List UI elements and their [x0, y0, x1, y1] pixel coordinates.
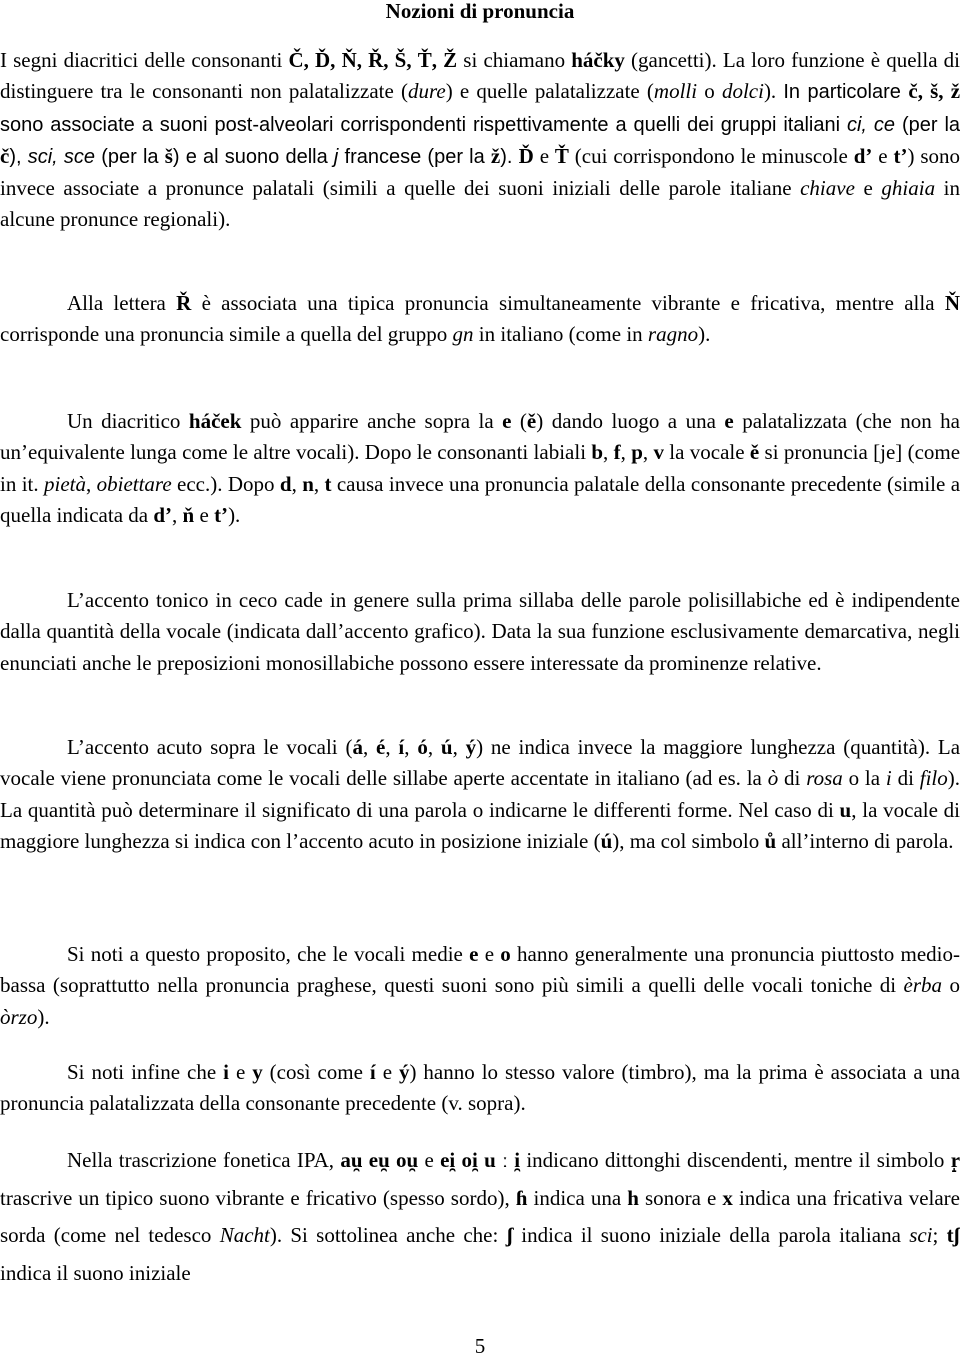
bold-term: é — [376, 735, 386, 759]
text-run: e — [375, 1060, 399, 1084]
bold-term: t’ — [214, 502, 229, 527]
text-run: indica il suono iniziale della parola italiana — [512, 1223, 910, 1247]
text-run: e — [854, 176, 882, 201]
italic-term: j — [333, 145, 339, 168]
bold-term: Č, Ď, Ň, Ř, Š, Ť, Ž — [288, 48, 458, 72]
text-run: I segni diacritici delle consonanti — [0, 48, 289, 72]
italic-term: rosa — [806, 766, 843, 791]
text-run: ). — [500, 145, 519, 168]
bold-term: ý — [398, 1060, 410, 1084]
text-run: , — [362, 735, 377, 759]
text-run: e — [478, 942, 501, 966]
text-run: ). — [763, 79, 784, 104]
bold-term: ň — [182, 502, 195, 527]
text-run: e — [872, 143, 894, 168]
bold-term: u — [839, 797, 852, 822]
italic-term: ragno — [647, 322, 699, 347]
italic-term: dolci — [721, 79, 764, 104]
text-run: , la vocale di maggiore lunghezza si indica con l’accento acuto in posizione iniziale ( — [0, 797, 960, 853]
text-run: Nella trascrizione fonetica IPA, — [67, 1148, 341, 1172]
italic-term: i — [885, 766, 892, 791]
bold-term: ó — [417, 735, 428, 759]
paragraph-accento-tonico: L’accento tonico in ceco cade in genere sulla prima sillaba delle parole polisillabiche ed è indipendente dalla quantità della vocale (indicata dall’accento grafico). Data la sua funzione esclusivamente demarcativa, negli enunciati anche le preposizioni monosillabiche possono essere interessate da prominenze relative. — [0, 588, 960, 675]
text-run: sono associate a suoni post-alveolari corrispondenti rispettivamente a quelli dei gruppi italiani — [0, 113, 847, 136]
text-run: ), ma col simbolo — [612, 828, 765, 853]
text-run: indica una — [527, 1185, 628, 1210]
bold-term: í — [369, 1060, 376, 1084]
bold-term: d — [279, 471, 292, 496]
text-run: ). La quantità può determinare il significato di una parola o indicarne le differenti forme. Nel caso di — [0, 766, 960, 822]
text-run: ) e quelle palatalizzate ( — [445, 79, 654, 104]
paragraph-hacek-e — [0, 406, 960, 531]
ipa-symbol: ɦ — [515, 1185, 528, 1210]
text-run: in italiano (come in — [473, 322, 648, 347]
text-run: ) dando luogo a una — [536, 409, 725, 433]
text-run: Un diacritico — [67, 409, 189, 433]
text-run: o — [697, 79, 722, 104]
text-run: è associata una tipica pronuncia simultaneamente vibrante e fricativa, mentre alla — [191, 291, 945, 315]
paragraph-vocali-medie — [0, 939, 960, 1033]
text-run: Si noti a questo proposito, che le vocali medie — [67, 942, 470, 966]
text-run: ecc.). Dopo — [171, 471, 280, 496]
paragraph-r-n — [0, 288, 960, 351]
bold-term: e — [502, 409, 512, 433]
text-run: causa invece una pronuncia palatale della consonante precedente (simile a quella indicata da — [0, 471, 960, 527]
text-run: ). — [228, 502, 241, 527]
text-run: , — [291, 471, 303, 496]
text-run: ) hanno lo stesso valore (timbro), ma la prima è associata a una pronuncia palatalizzata della consonante precedente (v. sopra). — [0, 1060, 960, 1116]
bold-term: ů — [764, 828, 777, 853]
bold-term: n — [302, 471, 314, 496]
bold-term: ě — [526, 409, 537, 433]
text-run: francese (per la — [338, 145, 491, 168]
text-run: (così come — [262, 1060, 370, 1084]
italic-term: filo — [919, 766, 948, 791]
ipa-symbol: r̝ — [950, 1148, 960, 1172]
bold-term: á — [352, 735, 363, 759]
text-run: ) e al suono della — [172, 145, 334, 168]
italic-term: Nacht — [219, 1223, 270, 1247]
bold-term: Ň — [944, 291, 960, 315]
text-run: palatalizzata (che non ha un’equivalente lunga come le altre vocali). Dopo le consonanti labiali — [0, 409, 960, 465]
bold-term: e — [724, 409, 734, 433]
page-title: Nozioni di pronuncia — [385, 0, 575, 23]
text-run: , — [404, 735, 418, 759]
text-run: si pronuncia [je] (come in it. — [0, 440, 960, 496]
bold-term: ě — [749, 440, 760, 465]
bold-term: Ť — [554, 143, 569, 168]
text-run: , — [642, 440, 654, 465]
text-run: , — [603, 440, 614, 465]
italic-term: sci, sce — [27, 145, 96, 168]
italic-term: obiettare — [96, 471, 172, 496]
bold-term: Ř — [176, 291, 192, 315]
bold-term: ž — [490, 143, 501, 168]
text-run: indica il suono iniziale — [0, 1260, 191, 1285]
ipa-symbol: ʃ — [506, 1223, 513, 1247]
ipa-symbol: tʃ — [946, 1223, 960, 1247]
text-run: Si noti infine che — [67, 1060, 224, 1084]
text-run: può apparire anche sopra la — [241, 409, 503, 433]
italic-term: sci — [909, 1223, 933, 1247]
text-run: L’accento acuto sopra le vocali ( — [67, 735, 353, 759]
text-run: ). — [698, 322, 711, 347]
text-run: e — [228, 1060, 253, 1084]
bold-term: Ď — [518, 143, 534, 168]
text-run: ). Si sottolinea anche che: — [269, 1223, 507, 1247]
text-run: , — [452, 735, 466, 759]
bold-term: d’ — [153, 502, 173, 527]
text-run: (per la — [95, 145, 165, 168]
text-run: e — [194, 502, 215, 527]
text-run: In particolare — [783, 81, 909, 104]
page-number: 5 — [474, 1334, 486, 1358]
bold-term: e — [469, 942, 479, 966]
bold-term: i — [223, 1060, 229, 1084]
italic-term: gn — [452, 322, 474, 347]
italic-term: ci, ce — [846, 113, 896, 136]
italic-term: òrzo — [0, 1004, 38, 1029]
text-run: (gancetti). La loro funzione è quella di distinguere tra le consonanti non palatalizzate ( — [0, 48, 960, 104]
text-run: o — [942, 973, 960, 998]
text-run: sonora e — [638, 1185, 723, 1210]
text-run: si chiamano — [457, 48, 572, 72]
italic-term: ò — [767, 766, 779, 791]
text-run: indica una fricativa velare sorda (come nel tedesco — [0, 1185, 960, 1247]
bold-term: háčky — [571, 48, 625, 72]
italic-term: pietà — [43, 471, 86, 496]
text-run: di — [891, 766, 920, 791]
bold-term: ý — [465, 735, 477, 759]
text-run: ) ne indica invece la maggiore lunghezza (quantità). La vocale viene pronunciata come le vocali delle sillabe aperte accentate in italiano (ad es. la — [0, 735, 960, 791]
italic-term: chiave — [800, 176, 855, 201]
bold-term: d’ — [853, 143, 873, 168]
text-run: , — [385, 735, 399, 759]
bold-term: í — [398, 735, 405, 759]
text-run: ( — [511, 409, 527, 433]
text-run: e — [418, 1148, 441, 1172]
text-run: corrisponde una pronuncia simile a quella del gruppo — [0, 322, 453, 347]
italic-term: dure — [408, 79, 446, 104]
bold-term: x — [722, 1185, 733, 1210]
text-run: Alla lettera — [67, 291, 177, 315]
text-run: indicano dittonghi discendenti, mentre il simbolo — [520, 1148, 951, 1172]
text-run: la vocale — [663, 440, 750, 465]
text-run: , — [85, 471, 97, 496]
italic-term: molli — [653, 79, 698, 104]
text-run: ) sono invece associate a pronunce palatali (simili a quelle dei suoni iniziali delle parole italiane — [0, 143, 960, 201]
text-run: (per la — [895, 113, 960, 136]
text-run: , — [313, 471, 325, 496]
bold-term: y — [252, 1060, 263, 1084]
paragraph-diacritics — [0, 45, 960, 236]
bold-term: t’ — [893, 143, 908, 168]
text-run: in alcune pronunce regionali). — [0, 176, 960, 232]
ipa-symbol: au̯ eu̯ ou̯ — [340, 1148, 419, 1172]
bold-term: ú — [440, 735, 453, 759]
paragraph-accento-acuto — [0, 732, 960, 857]
bold-term: č — [0, 143, 10, 168]
text-run: o la — [842, 766, 886, 791]
italic-term: èrba — [903, 973, 943, 998]
bold-term: f — [613, 440, 621, 465]
text-run: di — [778, 766, 807, 791]
text-run: ). — [37, 1004, 50, 1029]
bold-term: ú — [600, 828, 613, 853]
bold-term: t — [324, 471, 332, 496]
italic-term: ghiaia — [881, 176, 936, 201]
bold-term: č, š, ž — [908, 79, 960, 104]
ipa-symbol: ei̯ oi̯ u ː i̯ — [440, 1148, 521, 1172]
text-run: , — [620, 440, 632, 465]
text-run: ), — [9, 145, 28, 168]
bold-term: v — [653, 440, 664, 465]
text-run: , — [172, 502, 183, 527]
text-run: trascrive un tipico suono vibrante e fricativo (spesso sordo), — [0, 1185, 516, 1210]
bold-term: háček — [188, 409, 242, 433]
bold-term: b — [591, 440, 604, 465]
bold-term: h — [627, 1185, 639, 1210]
text-run: all’interno di parola. — [776, 828, 954, 853]
paragraph-ipa — [0, 1142, 960, 1292]
text-run: ; — [932, 1223, 947, 1247]
text-run: (cui corrispondono le minuscole — [568, 143, 854, 168]
text-run: hanno generalmente una pronuncia piuttosto medio-bassa (soprattutto nella pronuncia praghese, questi suoni sono più simili a quelli delle vocali toniche di — [0, 942, 960, 998]
bold-term: o — [500, 942, 511, 966]
bold-term: š — [164, 143, 173, 168]
text-run: , — [427, 735, 441, 759]
paragraph-i-y — [0, 1057, 960, 1120]
text-run: e — [533, 143, 555, 168]
bold-term: p — [631, 440, 643, 465]
